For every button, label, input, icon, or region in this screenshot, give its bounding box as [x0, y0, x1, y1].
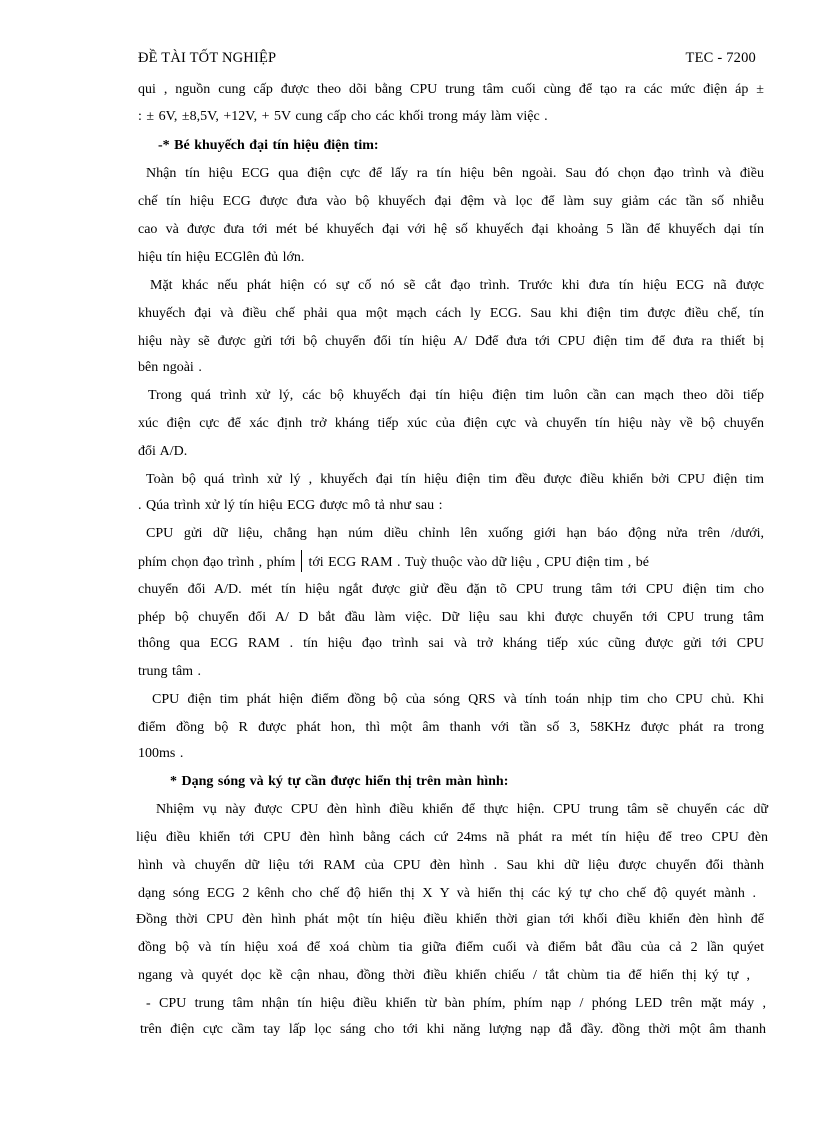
text-line: hiệu này sẽ được gửi tới bộ chuyển đổi tín hiệu A/ Dđể đưa tới CPU điện tim để đưa ra thiết bị [138, 334, 764, 349]
text-fragment: tới ECG RAM . Tuỳ thuộc vào dữ liệu , CPU điện tim , bé [308, 555, 649, 570]
section-heading: -* Bé khuyếch đại tín hiệu điện tim: [158, 138, 379, 153]
header-code: TEC - 7200 [685, 50, 756, 66]
text-line: dạng sóng ECG 2 kênh cho chế độ hiển thị X Y và hiển thị các ký tự cho chế độ quyét mành . [138, 886, 756, 901]
text-line: CPU điện tim phát hiện điểm đồng bộ của sóng QRS và tính toán nhịp tim cho CPU chủ. Khi [152, 692, 764, 707]
text-line: CPU gửi dữ liệu, chẳng hạn núm diều chỉnh lên xuống giới hạn báo động nửa trên /dưới, [146, 526, 764, 541]
text-line: xúc điện cực để xác định trở kháng tiếp xúc của điện cực và chuyển tín hiệu này về bộ chuyển [138, 416, 764, 431]
text-line [138, 550, 764, 573]
text-line: - CPU trung tâm nhận tín hiệu điều khiển từ bàn phím, phím nạp / phóng LED trên mặt máy , [146, 996, 766, 1011]
text-line: ngang và quyét dọc kề cận nhau, đồng thời điều khiển chiếu / tắt chùm tia để hiển thị ký tự , [138, 968, 750, 983]
text-line: khuyếch đại và điều chế phải qua một mạch cách ly ECG. Sau khi điện tim được điều chế, tín [138, 306, 764, 321]
text-line: Đồng thời CPU đèn hình phát một tín hiệu điều khiển thời gian tới khối điều khiển đèn hình để [136, 912, 764, 927]
text-line: đổi A/D. [138, 444, 188, 459]
text-line: hình và chuyển dữ liệu tới RAM của CPU đèn hình . Sau khi dữ liệu được chuyển đổi thành [138, 858, 764, 873]
text-line: trung tâm . [138, 664, 202, 679]
text-line: trên điện cực cầm tay lấp lọc sáng cho tới khi năng lượng nạp đẫ đầy. đồng thời một âm thanh [140, 1022, 766, 1037]
text-line: thông qua ECG RAM . tín hiệu đạo trình sai và trở kháng tiếp xúc cũng được gửi tới CPU [138, 636, 764, 651]
text-line: liệu điều khiển tới CPU đèn hình bằng cách cứ 24ms nã phát ra mét tín hiệu để treo CPU đèn [136, 830, 768, 845]
text-line: Nhiệm vụ này được CPU đèn hình điều khiển để thực hiện. CPU trung tâm sẽ chuyển các dữ [156, 802, 768, 817]
vertical-bar-symbol [301, 550, 302, 572]
section-heading: * Dạng sóng và ký tự cần được hiển thị trên màn hình: [170, 774, 509, 789]
text-line: Toàn bộ quá trình xử lý , khuyếch đại tín hiệu điện tim đều được điều khiển bởi CPU điện tim [146, 472, 764, 487]
text-line: điểm đồng bộ R được phát hon, thì một âm thanh với tần số 3, 58KHz được phát ra trong [138, 720, 764, 735]
page-header [138, 50, 756, 67]
text-fragment: phím chọn đạo trình , phím [138, 555, 296, 570]
text-line: cao và được đưa tới mét bé khuyếch đại với hệ số khuyếch đại khoảng 5 lần để khuyếch dại tín [138, 222, 764, 237]
header-title: ĐỀ TÀI TỐT NGHIỆP [138, 50, 277, 66]
text-line: : ± 6V, ±8,5V, +12V, + 5V cung cấp cho các khối trong máy làm việc . [138, 109, 548, 124]
text-line: bên ngoài . [138, 360, 202, 375]
text-line: 100ms . [138, 746, 184, 761]
text-line: hiệu tín hiệu ECGlên đủ lớn. [138, 250, 305, 265]
text-line: Nhận tín hiệu ECG qua điện cực để lấy ra tín hiệu bên ngoài. Sau đó chọn đạo trình và điều [146, 166, 764, 181]
text-line: đồng bộ và tín hiệu xoá để xoá chùm tia giữa điểm cuối và điểm bắt đầu của cả 2 lần quýet [138, 940, 764, 955]
text-line: qui , nguồn cung cấp được theo dõi bằng CPU trung tâm cuối cùng để tạo ra các mức điện áp ± [138, 82, 764, 97]
text-line: phép bộ chuyển đổi A/ D bắt đầu làm việc. Dữ liệu sau khi được chuyển tới CPU trung tâm [138, 610, 764, 625]
text-line: Mặt khác nếu phát hiện có sự cố nó sẽ cắt đạo trình. Trước khi đưa tín hiệu ECG nã được [150, 278, 764, 293]
text-line: chế tín hiệu ECG được đưa vào bộ khuyếch đại đệm và lọc để làm suy giảm các tần số nhiễu [138, 194, 764, 209]
text-line: chuyển đổi A/D. mét tín hiệu ngắt được giử đều đặn tõ CPU trung tâm tới CPU điện tim cho [138, 582, 764, 597]
text-line: . Qúa trình xử lý tín hiệu ECG được mô tả như sau : [138, 498, 443, 513]
text-line: Trong quá trình xử lý, các bộ khuyếch đại tín hiệu điện tim luôn cần can mạch theo dõi tiếp [148, 388, 764, 403]
